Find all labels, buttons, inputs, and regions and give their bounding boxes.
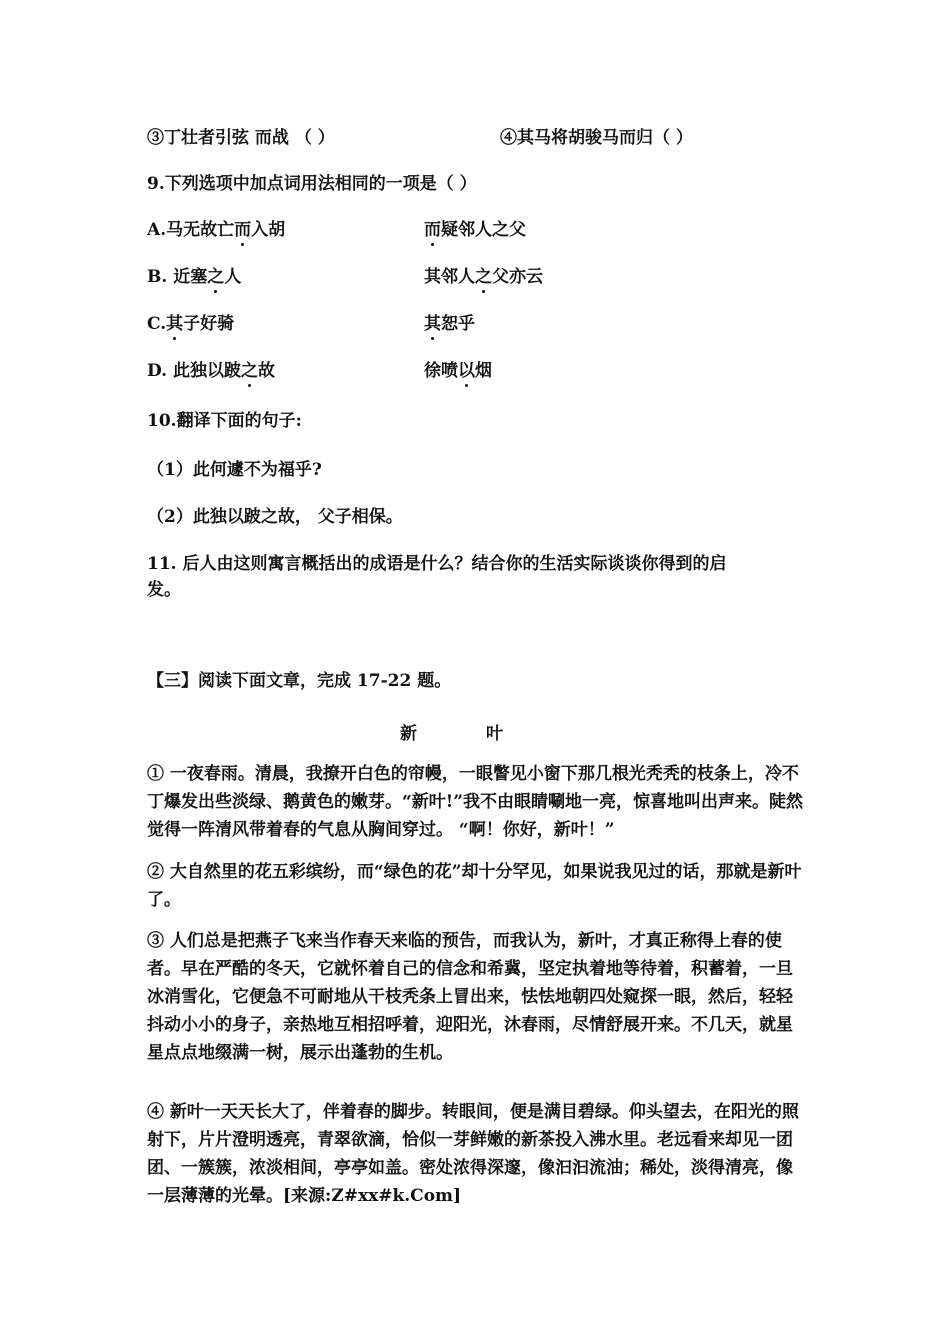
emphasis-dot: 之	[207, 267, 225, 287]
q9-option-c-left: C.其子好骑	[147, 314, 235, 334]
article-title-char-2: 叶	[486, 724, 503, 744]
article-paragraph-3: ③ 人们总是把燕子飞来当作春天来临的预告，而我认为，新叶，才真正称得上春的使者。早在严酷的冬天，它就怀着自己的信念和希冀，坚定执着地等待着，积蓄着，一旦冰消雪化，它便急不可耐地从干枝秃条上冒出来，怯怯地朝四处窥探一眼，然后，轻轻抖动小小的身子，亲热地互相招呼着，迎阳光，沐春雨，尽情舒展开来。不几天，就星星点点地缀满一树，展示出蓬勃的生机。	[147, 931, 793, 1063]
q11-line-2: 发。	[147, 580, 181, 600]
emphasis-dot: 之	[475, 267, 492, 287]
article-title-char-1: 新	[400, 724, 417, 744]
q9-option-b-right: 其邻人之父亦云	[424, 267, 543, 287]
emphasis-dot: 其	[166, 314, 184, 334]
q9-option-d-right: 徐喷以烟	[424, 361, 492, 381]
article-paragraph-1: ① 一夜春雨。清晨，我撩开白色的帘幔，一眼瞥见小窗下那几根光秃秃的枝条上，冷不丁爆发出些淡绿、鹅黄色的嫩芽。“新叶!”我不由眼睛唰地一亮，惊喜地叫出声来。陡然觉得一阵清风带着春的气息从胸间穿过。 “啊！你好，新叶！”	[147, 764, 804, 840]
article-paragraph-4: ④ 新叶一天天长大了，伴着春的脚步。转眼间，便是满目碧绿。仰头望去，在阳光的照射下，片片澄明透亮，青翠欲滴，恰似一芽鲜嫩的新茶投入沸水里。老远看来却见一团团、一簇簇，浓淡相间，亭亭如盖。密处浓得深邃，像汩汩流油；稀处，淡得清亮，像一层薄薄的光晕。[来源:Z#xx#k.Com]	[147, 1102, 799, 1206]
q9-option-c-right: 其恕乎	[424, 314, 475, 334]
q8-item-4: ④其马将胡骏马而归（ ）	[500, 128, 693, 148]
q9-option-b-left: B. 近塞之人	[147, 267, 242, 287]
q8-item-3: ③丁壮者引弦 而战 （ ）	[147, 128, 335, 148]
q9-stem: 9.下列选项中加点词用法相同的一项是（ ）	[147, 174, 477, 194]
article-paragraph-2: ② 大自然里的花五彩缤纷，而“绿色的花”却十分罕见，如果说我见过的话，那就是新叶了。	[147, 862, 802, 910]
q11-line-1: 11. 后人由这则寓言概括出的成语是什么？结合你的生活实际谈谈你得到的启	[147, 554, 727, 574]
emphasis-dot: 而	[424, 220, 441, 240]
q10-sentence-1: （1）此何遽不为福乎?	[147, 460, 322, 480]
q9-option-d-left: D. 此独以跛之故	[147, 361, 275, 381]
emphasis-dot: 而	[234, 220, 252, 240]
emphasis-dot: 以	[458, 361, 475, 381]
emphasis-dot: 之	[240, 361, 258, 381]
section-3-heading: 【三】阅读下面文章，完成 17-22 题。	[147, 671, 452, 691]
q10-stem: 10.翻译下面的句子:	[147, 411, 302, 431]
q10-sentence-2: （2）此独以跛之故， 父子相保。	[147, 507, 403, 527]
q9-option-a-left: A.马无故亡而入胡	[147, 220, 286, 240]
q9-option-a-right: 而疑邻人之父	[424, 220, 526, 240]
emphasis-dot: 其	[424, 314, 441, 334]
